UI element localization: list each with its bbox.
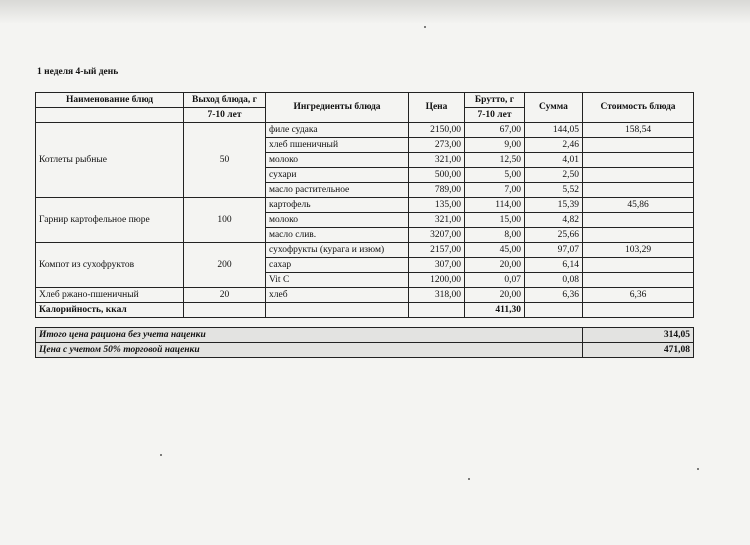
ingredient-cell: филе судака — [266, 123, 409, 138]
header-name-sub — [36, 108, 184, 123]
dish-output: 200 — [184, 243, 266, 288]
sum-cell: 15,39 — [525, 198, 583, 213]
sum-cell: 0,08 — [525, 273, 583, 288]
ingredient-cell: сухофрукты (курага и изюм) — [266, 243, 409, 258]
menu-body — [36, 123, 694, 303]
calorie-label: Калорийность, ккал — [36, 303, 184, 318]
ingredient-cell: молоко — [266, 153, 409, 168]
dish-cost-cell — [583, 258, 694, 273]
gross-cell: 67,00 — [465, 123, 525, 138]
scan-shadow — [0, 0, 750, 24]
dish-cost-cell — [583, 138, 694, 153]
ingredient-cell: картофель — [266, 198, 409, 213]
table-row — [36, 288, 694, 303]
dish-cost-cell — [583, 213, 694, 228]
header-cost: Стоимость блюда — [583, 93, 694, 123]
table-row — [36, 123, 694, 138]
ingredient-cell: молоко — [266, 213, 409, 228]
header-gross-sub: 7-10 лет — [465, 108, 525, 123]
page-heading: 1 неделя 4-ый день — [37, 67, 119, 77]
sum-cell: 4,01 — [525, 153, 583, 168]
gross-cell: 8,00 — [465, 228, 525, 243]
price-cell: 273,00 — [409, 138, 465, 153]
gross-cell: 20,00 — [465, 258, 525, 273]
scan-speck — [424, 26, 426, 28]
sum-cell: 6,14 — [525, 258, 583, 273]
markup-total-value: 471,08 — [583, 343, 694, 358]
gross-cell: 9,00 — [465, 138, 525, 153]
sum-cell: 25,66 — [525, 228, 583, 243]
total-label: Итого цена рациона без учета наценки — [36, 328, 583, 343]
menu-table — [35, 92, 694, 358]
sum-cell: 4,82 — [525, 213, 583, 228]
sum-cell: 6,36 — [525, 288, 583, 303]
sum-cell: 2,46 — [525, 138, 583, 153]
calorie-value: 411,30 — [465, 303, 525, 318]
gross-cell: 45,00 — [465, 243, 525, 258]
dish-cost-cell: 158,54 — [583, 123, 694, 138]
header-output-sub: 7-10 лет — [184, 108, 266, 123]
ingredient-cell: масло растительное — [266, 183, 409, 198]
scan-speck — [160, 454, 162, 456]
dish-output: 20 — [184, 288, 266, 303]
markup-total-label: Цена с учетом 50% торговой наценки — [36, 343, 583, 358]
dish-output: 50 — [184, 123, 266, 198]
spacer-row — [36, 318, 694, 328]
sum-cell: 97,07 — [525, 243, 583, 258]
price-cell: 2157,00 — [409, 243, 465, 258]
gross-cell: 0,07 — [465, 273, 525, 288]
price-cell: 500,00 — [409, 168, 465, 183]
price-cell: 307,00 — [409, 258, 465, 273]
price-cell: 321,00 — [409, 213, 465, 228]
ingredient-cell: хлеб — [266, 288, 409, 303]
dish-cost-cell — [583, 168, 694, 183]
calorie-empty — [266, 303, 409, 318]
table-row — [36, 198, 694, 213]
header-sum: Сумма — [525, 93, 583, 123]
gross-cell: 12,50 — [465, 153, 525, 168]
sum-cell: 144,05 — [525, 123, 583, 138]
ingredient-cell: сухари — [266, 168, 409, 183]
dish-name: Хлеб ржано-пшеничный — [36, 288, 184, 303]
header-name: Наименование блюд — [36, 93, 184, 108]
ingredient-cell: Vit C — [266, 273, 409, 288]
table-row — [36, 243, 694, 258]
calorie-empty — [184, 303, 266, 318]
header-gross: Брутто, г — [465, 93, 525, 108]
gross-cell: 114,00 — [465, 198, 525, 213]
total-value: 314,05 — [583, 328, 694, 343]
price-cell: 3207,00 — [409, 228, 465, 243]
header-ingredients: Ингредиенты блюда — [266, 93, 409, 123]
dish-name: Котлеты рыбные — [36, 123, 184, 198]
header-price: Цена — [409, 93, 465, 123]
dish-cost-cell — [583, 228, 694, 243]
price-cell: 321,00 — [409, 153, 465, 168]
gross-cell: 20,00 — [465, 288, 525, 303]
dish-name: Гарнир картофельное пюре — [36, 198, 184, 243]
dish-name: Компот из сухофруктов — [36, 243, 184, 288]
sum-cell: 5,52 — [525, 183, 583, 198]
dish-cost-cell: 103,29 — [583, 243, 694, 258]
dish-cost-cell: 6,36 — [583, 288, 694, 303]
header-output: Выход блюда, г — [184, 93, 266, 108]
ingredient-cell: сахар — [266, 258, 409, 273]
scan-speck — [697, 468, 699, 470]
price-cell: 1200,00 — [409, 273, 465, 288]
dish-cost-cell: 45,86 — [583, 198, 694, 213]
calorie-empty — [409, 303, 465, 318]
calorie-empty — [583, 303, 694, 318]
price-cell: 318,00 — [409, 288, 465, 303]
price-cell: 789,00 — [409, 183, 465, 198]
dish-cost-cell — [583, 273, 694, 288]
ingredient-cell: хлеб пшеничный — [266, 138, 409, 153]
dish-cost-cell — [583, 183, 694, 198]
scan-speck — [468, 478, 470, 480]
calorie-empty — [525, 303, 583, 318]
gross-cell: 15,00 — [465, 213, 525, 228]
ingredient-cell: масло слив. — [266, 228, 409, 243]
price-cell: 135,00 — [409, 198, 465, 213]
price-cell: 2150,00 — [409, 123, 465, 138]
dish-cost-cell — [583, 153, 694, 168]
sum-cell: 2,50 — [525, 168, 583, 183]
gross-cell: 5,00 — [465, 168, 525, 183]
dish-output: 100 — [184, 198, 266, 243]
gross-cell: 7,00 — [465, 183, 525, 198]
